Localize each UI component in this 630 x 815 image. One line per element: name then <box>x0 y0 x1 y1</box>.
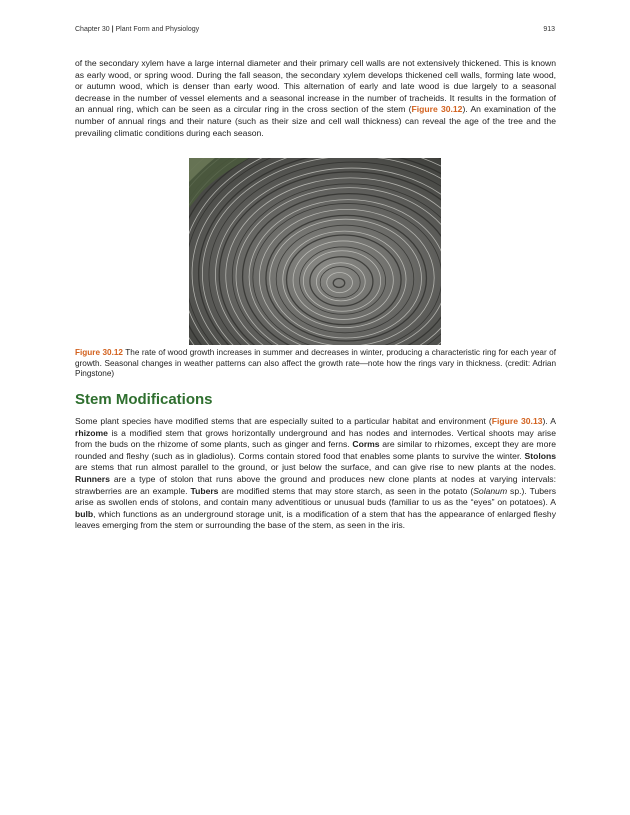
tree-rings-image <box>189 158 441 345</box>
figure-caption: Figure 30.12 The rate of wood growth increases in summer and decreases in winter, producing a characteristic ring for each year of growth. Seasonal changes in weather patterns can also affect the growth rate—note how the rings vary in thickness. (credit: Adrian Pingstone) <box>75 348 556 379</box>
figure-30-13-link[interactable]: Figure 30.13 <box>491 416 543 426</box>
chapter-label: Chapter 30 | Plant Form and Physiology <box>75 26 200 33</box>
running-header <box>75 26 555 38</box>
figure-30-12-link[interactable]: Figure 30.12 <box>411 104 463 115</box>
section-heading: Stem Modifications <box>75 391 213 408</box>
page-number: 913 <box>543 26 555 33</box>
figure-label: Figure 30.12 <box>75 348 123 357</box>
figure-tree-rings-photo <box>189 158 441 345</box>
body-paragraph-stem-modifications: Some plant species have modified stems that are especially suited to a particular habitat and environment (Figure 30.13). A rhizome is a modified stem that grows horizontally underground and has nodes and internodes. Vertical shoots may arise from the buds on the rhizome of some plants, such as ginger and ferns. Corms are similar to rhizomes, except they are more rounded and fleshy (such as in gladiolus). Corms contain stored food that enables some plants to survive the winter. Stolons are stems that run almost parallel to the ground, or just below the surface, and can give rise to new plants at the nodes. Runners are a type of stolon that runs above the ground and produces new clone plants at nodes at varying intervals: strawberries are an example. Tubers are modified stems that may store starch, as seen in the potato (Solanum sp.). Tubers arise as swollen ends of stolons, and contain many adventitious or unusual buds (familiar to us as the “eyes” on potatoes). A bulb, which functions as an underground storage unit, is a modification of a stem that has the appearance of enlarged fleshy leaves emerging from the stem or surrounding the base of the stem, as seen in the iris. <box>75 416 556 531</box>
body-paragraph-annual-rings: of the secondary xylem have a large internal diameter and their primary cell walls are not extensively thickened. This is known as early wood, or spring wood. During the fall season, the secondary xylem develops thickened cell walls, forming late wood, or autumn wood, which is denser than early wood. This alternation of early and late wood is due largely to a seasonal decrease in the number of vessel elements and a seasonal increase in the number of tracheids. It results in the formation of an annual ring, which can be seen as a circular ring in the cross section of the stem (Figure 30.12). An examination of the number of annual rings and their nature (such as their size and cell wall thickness) can reveal the age of the tree and the prevailing climatic conditions during each season. <box>75 58 556 138</box>
